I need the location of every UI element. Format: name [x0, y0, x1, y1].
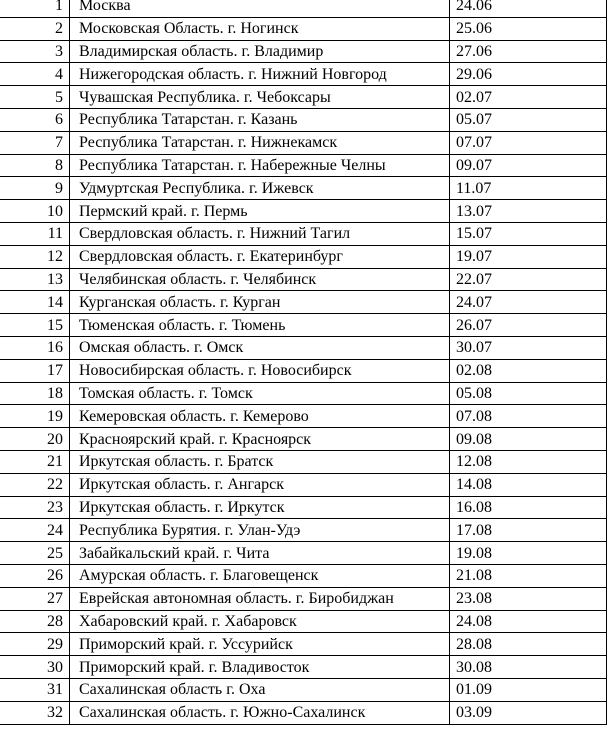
row-number-cell: 24 [0, 519, 70, 542]
table-row [0, 610, 607, 633]
table-row [0, 656, 607, 679]
row-number-cell: 8 [0, 154, 70, 177]
location-cell: Республика Бурятия. г. Улан-Удэ [70, 519, 450, 542]
row-number-cell: 29 [0, 633, 70, 656]
table-row [0, 336, 607, 359]
location-cell: Сахалинская область г. Оха [70, 678, 450, 701]
location-cell: Иркутская область. г. Братск [70, 450, 450, 473]
date-cell: 09.08 [450, 428, 607, 451]
location-cell: Новосибирская область. г. Новосибирск [70, 359, 450, 382]
date-cell: 30.08 [450, 656, 607, 679]
table-row [0, 131, 607, 154]
date-cell: 24.07 [450, 291, 607, 314]
location-cell: Приморский край. г. Владивосток [70, 656, 450, 679]
table-row [0, 108, 607, 131]
date-cell: 21.08 [450, 564, 607, 587]
date-cell: 11.07 [450, 177, 607, 200]
location-cell: Свердловская область. г. Екатеринбург [70, 245, 450, 268]
table-row [0, 542, 607, 565]
row-number-cell: 27 [0, 587, 70, 610]
row-number-cell: 20 [0, 428, 70, 451]
location-cell: Амурская область. г. Благовещенск [70, 564, 450, 587]
row-number-cell: 1 [0, 0, 70, 17]
date-cell: 03.09 [450, 701, 607, 724]
row-number-cell: 9 [0, 177, 70, 200]
date-cell: 25.06 [450, 17, 607, 40]
table-row [0, 473, 607, 496]
date-cell: 01.09 [450, 678, 607, 701]
location-cell: Иркутская область. г. Ангарск [70, 473, 450, 496]
date-cell: 17.08 [450, 519, 607, 542]
date-cell: 07.08 [450, 405, 607, 428]
table-row [0, 701, 607, 724]
date-cell: 28.08 [450, 633, 607, 656]
location-cell: Московская Область. г. Ногинск [70, 17, 450, 40]
date-cell: 19.08 [450, 542, 607, 565]
row-number-cell: 32 [0, 701, 70, 724]
table-row [0, 678, 607, 701]
date-cell: 19.07 [450, 245, 607, 268]
date-cell: 07.07 [450, 131, 607, 154]
table-row [0, 496, 607, 519]
table-row [0, 564, 607, 587]
date-cell: 29.06 [450, 63, 607, 86]
date-cell: 02.07 [450, 86, 607, 109]
table-row [0, 633, 607, 656]
row-number-cell: 3 [0, 40, 70, 63]
location-cell: Омская область. г. Омск [70, 336, 450, 359]
row-number-cell: 5 [0, 86, 70, 109]
location-cell: Челябинская область. г. Челябинск [70, 268, 450, 291]
row-number-cell: 15 [0, 314, 70, 337]
location-cell: Пермский край. г. Пермь [70, 200, 450, 223]
table-row [0, 519, 607, 542]
location-cell: Москва [70, 0, 450, 17]
row-number-cell: 11 [0, 222, 70, 245]
row-number-cell: 18 [0, 382, 70, 405]
location-cell: Красноярский край. г. Красноярск [70, 428, 450, 451]
table-row [0, 359, 607, 382]
date-cell: 16.08 [450, 496, 607, 519]
row-number-cell: 22 [0, 473, 70, 496]
row-number-cell: 31 [0, 678, 70, 701]
date-cell: 22.07 [450, 268, 607, 291]
location-cell: Республика Татарстан. г. Набережные Челны [70, 154, 450, 177]
location-cell: Забайкальский край. г. Чита [70, 542, 450, 565]
row-number-cell: 30 [0, 656, 70, 679]
row-number-cell: 13 [0, 268, 70, 291]
row-number-cell: 7 [0, 131, 70, 154]
date-cell: 23.08 [450, 587, 607, 610]
table-row [0, 177, 607, 200]
location-cell: Кемеровская область. г. Кемерово [70, 405, 450, 428]
date-cell: 02.08 [450, 359, 607, 382]
table-row [0, 40, 607, 63]
location-cell: Томская область. г. Томск [70, 382, 450, 405]
location-cell: Нижегородская область. г. Нижний Новгород [70, 63, 450, 86]
date-cell: 30.07 [450, 336, 607, 359]
location-cell: Республика Татарстан. г. Нижнекамск [70, 131, 450, 154]
row-number-cell: 12 [0, 245, 70, 268]
table-row [0, 314, 607, 337]
row-number-cell: 17 [0, 359, 70, 382]
row-number-cell: 14 [0, 291, 70, 314]
table-row [0, 450, 607, 473]
date-cell: 15.07 [450, 222, 607, 245]
location-cell: Еврейская автономная область. г. Биробиджан [70, 587, 450, 610]
date-cell: 24.06 [450, 0, 607, 17]
row-number-cell: 2 [0, 17, 70, 40]
table-row [0, 291, 607, 314]
table-row [0, 245, 607, 268]
row-number-cell: 25 [0, 542, 70, 565]
location-cell: Свердловская область. г. Нижний Тагил [70, 222, 450, 245]
date-cell: 27.06 [450, 40, 607, 63]
table-row [0, 0, 607, 17]
table-row [0, 405, 607, 428]
location-cell: Удмуртская Республика. г. Ижевск [70, 177, 450, 200]
table-row [0, 587, 607, 610]
row-number-cell: 19 [0, 405, 70, 428]
date-cell: 26.07 [450, 314, 607, 337]
table-row [0, 86, 607, 109]
date-cell: 14.08 [450, 473, 607, 496]
date-cell: 12.08 [450, 450, 607, 473]
table-row [0, 200, 607, 223]
row-number-cell: 21 [0, 450, 70, 473]
date-cell: 05.07 [450, 108, 607, 131]
date-cell: 24.08 [450, 610, 607, 633]
row-number-cell: 4 [0, 63, 70, 86]
row-number-cell: 28 [0, 610, 70, 633]
table-row [0, 17, 607, 40]
date-cell: 05.08 [450, 382, 607, 405]
location-cell: Курганская область. г. Курган [70, 291, 450, 314]
row-number-cell: 10 [0, 200, 70, 223]
location-cell: Иркутская область. г. Иркутск [70, 496, 450, 519]
row-number-cell: 26 [0, 564, 70, 587]
table-row [0, 428, 607, 451]
table-row [0, 268, 607, 291]
table-row [0, 222, 607, 245]
table-row [0, 154, 607, 177]
location-cell: Чувашская Республика. г. Чебоксары [70, 86, 450, 109]
location-cell: Тюменская область. г. Тюмень [70, 314, 450, 337]
date-cell: 09.07 [450, 154, 607, 177]
table-row [0, 63, 607, 86]
location-cell: Приморский край. г. Уссурийск [70, 633, 450, 656]
date-cell: 13.07 [450, 200, 607, 223]
location-cell: Республика Татарстан. г. Казань [70, 108, 450, 131]
row-number-cell: 6 [0, 108, 70, 131]
row-number-cell: 16 [0, 336, 70, 359]
table-row [0, 382, 607, 405]
location-cell: Хабаровский край. г. Хабаровск [70, 610, 450, 633]
location-cell: Владимирская область. г. Владимир [70, 40, 450, 63]
location-cell: Сахалинская область. г. Южно-Сахалинск [70, 701, 450, 724]
row-number-cell: 23 [0, 496, 70, 519]
